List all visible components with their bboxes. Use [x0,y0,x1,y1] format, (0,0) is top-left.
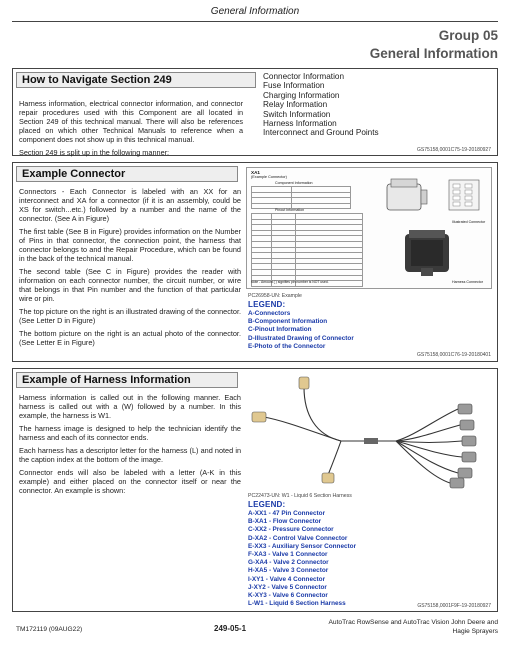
connector-name: (Example Connector) [251,175,287,179]
reference-code: GS75158,0001C76-19-20180401 [417,352,491,358]
legend-item: D-Illustrated Drawing of Connector [248,334,354,342]
harness-paragraph: Each harness has a descriptor letter for the harness (L) and noted in the caption index at the bottom of the image. [19,446,241,464]
reference-code: GS75158,0001F9F-19-20180927 [417,603,491,609]
legend-item: K-XY3 - Valve 6 Connector [248,592,328,600]
legend-item: I-XY1 - Valve 4 Connector [248,575,326,583]
running-header: General Information [210,6,300,17]
harness-paragraph: The harness image is designed to help the technician identify the harness and each of its connector ends. [19,424,241,442]
legend-item: B-XA1 - Flow Connector [248,518,322,526]
harness-legend [248,510,356,608]
topic-item: Fuse Information [263,81,325,91]
connector-legend [248,310,354,351]
legend-item: C-XX2 - Pressure Connector [248,526,334,534]
reference-code: GS75158,0001C75-19-20180927 [417,147,491,153]
pinout-note: Note - Amount ( ) signifies pin number is NOT used. [251,280,329,284]
legend-item: A-Connectors [248,310,291,317]
legend-item: H-XA5 - Valve 3 Connector [248,567,329,575]
illustrated-connector-label: Illustrated Connector [452,220,486,224]
harness-section [12,368,498,612]
connector-paragraph: The top picture on the right is an illustrated drawing of the connector. (See Letter D in Figure) [19,307,241,325]
footer-title-line: AutoTrac RowSense and AutoTrac Vision John Deere and [328,619,498,626]
connector-section [12,162,498,362]
header-rule [12,21,498,22]
connector-paragraph: The second table (See C in Figure) provides the reader with information on each connector number, the circuit number, or wire that belongs in that Pin number and the function of that particular wire or pin. [19,267,241,303]
legend-item: E-XX3 - Auxiliary Sensor Connector [248,542,357,550]
figure-caption: PC26958-UN: Example [248,293,302,299]
component-info-table [251,186,351,209]
connector-id: XA1 [251,170,260,175]
connector-paragraph: The first table (See B in Figure) provides information on the Number of Pins in that connector, the connection point, the harness that connector belongs to and the Repair Procedure, which can be found in the back of the technical manual. [19,227,241,263]
topic-item: Harness Information [263,119,337,129]
connector-body [19,187,241,351]
footer-page-number: 249-05-1 [214,624,247,633]
section-topics-list [263,72,379,138]
harness-title: Example of Harness Information [16,372,238,388]
component-info-label: Component Information [275,181,313,185]
figure-caption: PC22473-UN: W1 - Liquid 6 Section Harness [248,493,352,499]
connector-title: Example Connector [16,166,238,182]
legend-item: B-Component Information [248,318,328,326]
legend-item: J-XY2 - Valve 5 Connector [248,583,327,591]
connector-paragraph: Connectors - Each Connector is labeled with an XX for an interconnect and XA for a connector (if it is an assembly, could be XS for switch...etc.) followed by a number and the name of the connector. (See A in Figure) [19,187,241,223]
legend-item: L-W1 - Liquid 6 Section Harness [248,600,346,608]
topic-item: Interconnect and Ground Points [263,128,379,138]
harness-body [19,393,241,499]
pinout-table [251,213,363,287]
harness-paragraph: Harness information is called out in the following manner. Each harness is called out with a (W) followed by a number. In this example, the harness is W1. [19,393,241,420]
legend-item: E-Photo of the Connector [248,342,326,350]
legend-heading: LEGEND: [248,300,286,309]
topic-item: Switch Information [263,109,331,119]
connector-photo-label: Harness Connector [452,280,483,284]
legend-item: C-Pinout Information [248,326,312,334]
legend-item: G-XA4 - Valve 2 Connector [248,559,329,567]
legend-item: F-XA3 - Valve 1 Connector [248,551,328,559]
harness-drawing [246,375,492,489]
connector-figure [246,167,492,289]
navigate-title: How to Navigate Section 249 [16,72,256,88]
legend-heading: LEGEND: [248,500,286,509]
navigate-section [12,68,498,156]
topic-item: Relay Information [263,100,328,110]
connector-photo [397,228,457,280]
legend-item: A-XX1 - 47 Pin Connector [248,510,326,517]
illustrated-connector-drawing [377,176,489,226]
group-title: General Information [369,46,498,61]
footer-title-line: Hagie Sprayers [452,628,498,635]
topic-item: Charging Information [263,90,340,100]
navigate-paragraph: Section 249 is split up in the following manner: [19,148,170,157]
topic-item: Connector Information [263,72,345,81]
navigate-paragraph: Harness information, electrical connector information, and connector repair procedures used with this Component are all located in Section 249 of this technical manual. There will also be references placed on which other Technical Manuals to reference when a component does not show up in this technical manual. [19,99,243,144]
navigate-body [19,99,243,161]
group-label: Group 05 [438,28,498,43]
pinout-info-label: Pinout Information [275,208,305,212]
footer-manual-title [329,618,498,636]
connector-paragraph: The bottom picture on the right is an actual photo of the connector. (See Letter E in Figure) [19,329,241,347]
footer-manual-id: TM172119 (09AUG22) [16,626,83,633]
harness-paragraph: Connector ends will also be labeled with a letter (A-K in this example) and either placed on the connector itself or near the connector. An example is shown: [19,468,241,495]
legend-item: D-XA2 - Control Valve Connector [248,534,348,542]
